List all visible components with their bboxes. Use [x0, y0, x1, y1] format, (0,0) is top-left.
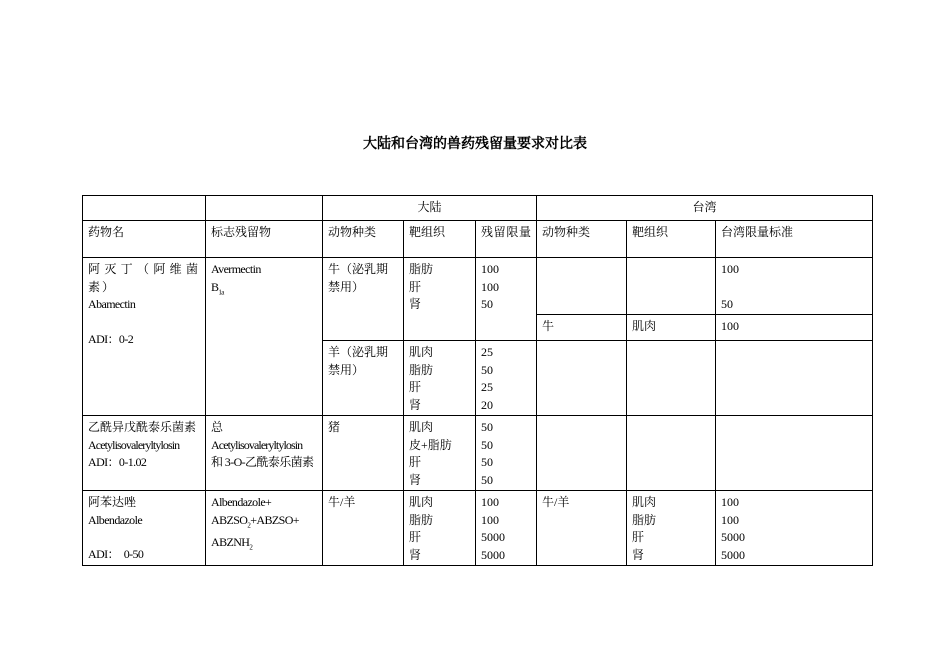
col-header-limit-text: 残留限量 [481, 225, 531, 239]
tw-tissue-cell [627, 341, 716, 416]
drug-name-cn: 乙酰异戊酰泰乐菌素 [88, 420, 197, 434]
col-header-tw-species: 动物种类 [537, 221, 627, 258]
marker-letter: B [211, 279, 219, 294]
header-blank-marker [206, 196, 323, 221]
tw-tissue-cell: 肌肉 脂肪 肝 肾 [627, 491, 716, 566]
col-header-tissue: 靶组织 [404, 221, 476, 258]
tw-tissue-cell [627, 258, 716, 315]
species-cell: 牛/羊 [323, 491, 404, 566]
table-row [83, 416, 873, 491]
drug-cell-acetylisovaleryltylosin [83, 416, 206, 491]
marker-name: Avermectin [211, 262, 261, 276]
tw-species-cell: 牛/羊 [537, 491, 627, 566]
marker-line [211, 512, 317, 535]
col-header-drug: 药物名 [83, 221, 206, 258]
tw-limit-value: 100 [721, 262, 739, 276]
drug-cell-albendazole [83, 491, 206, 566]
tissue-cell: 肌肉 脂肪 肝 肾 [404, 491, 476, 566]
marker-line: Acetylisovaleryltylosin [211, 437, 303, 452]
limit-cell: 25 50 25 20 [476, 341, 537, 416]
drug-name-en: Acetylisovaleryltylosin [88, 437, 180, 452]
marker-part: ABZSO [211, 512, 248, 527]
tw-species-cell [537, 258, 627, 315]
drug-adi: ADI：0-2 [88, 331, 134, 346]
tw-tissue-cell: 肌肉 [627, 315, 716, 341]
header-taiwan: 台湾 [537, 196, 873, 221]
marker-cell-acetylisovaleryltylosin [206, 416, 323, 491]
tw-limit-value: 50 [721, 296, 733, 311]
residue-comparison-table [82, 195, 873, 566]
marker-line [211, 534, 317, 557]
tw-species-cell [537, 341, 627, 416]
marker-cell-albendazole [206, 491, 323, 566]
marker-line: 总 [211, 420, 224, 434]
limit-cell: 100 100 50 [476, 258, 537, 341]
header-row-columns [83, 221, 873, 258]
marker-subscript: 2 [249, 543, 253, 552]
col-header-limit [476, 221, 537, 258]
tw-limit-cell [716, 341, 873, 416]
col-header-species: 动物种类 [323, 221, 404, 258]
marker-part: ABZNH [211, 535, 250, 550]
drug-name-cn: 阿苯达唑 [88, 495, 137, 509]
drug-cell-abamectin [83, 258, 206, 416]
tissue-cell: 肌肉 皮+脂肪 肝 肾 [404, 416, 476, 491]
tw-species-cell: 牛 [537, 315, 627, 341]
tissue-cell: 脂肪 肝 肾 [404, 258, 476, 341]
drug-name-cn: 阿灭丁（阿维菌素） [88, 262, 200, 294]
drug-adi: ADI： 0-50 [88, 547, 144, 561]
marker-cell-abamectin [206, 258, 323, 416]
limit-cell: 100 100 5000 5000 [476, 491, 537, 566]
drug-name-en: Abamectin [88, 297, 136, 311]
species-cell: 牛（泌乳期禁用） [323, 258, 404, 341]
marker-subscript: 1a [218, 287, 224, 296]
col-header-tw-limit: 台湾限量标准 [716, 221, 873, 258]
col-header-marker: 标志残留物 [206, 221, 323, 258]
drug-adi: ADI：0-1.02 [88, 455, 147, 469]
header-blank-drug [83, 196, 206, 221]
tw-limit-cell: 100 [716, 315, 873, 341]
limit-cell: 50 50 50 50 [476, 416, 537, 491]
species-cell: 猪 [323, 416, 404, 491]
marker-variant [211, 279, 317, 302]
marker-line: Albendazole+ [211, 495, 272, 509]
tw-tissue-cell [627, 416, 716, 491]
tw-limit-cell [716, 258, 873, 315]
table-row [83, 491, 873, 566]
tw-limit-cell [716, 416, 873, 491]
page-title: 大陆和台湾的兽药残留量要求对比表 [363, 136, 587, 152]
marker-line: 和 3-O-乙酰泰乐菌素 [211, 455, 314, 469]
table-row [83, 258, 873, 315]
marker-subscript: 2 [247, 520, 251, 529]
species-cell: 羊（泌乳期禁用） [323, 341, 404, 416]
tw-limit-cell: 100 100 5000 5000 [716, 491, 873, 566]
drug-name-en: Albendazole [88, 512, 143, 527]
tw-species-cell [537, 416, 627, 491]
col-header-tw-tissue: 靶组织 [627, 221, 716, 258]
header-row-regions [83, 196, 873, 221]
marker-part: +ABZSO+ [250, 512, 299, 527]
header-mainland: 大陆 [323, 196, 537, 221]
tissue-cell: 肌肉 脂肪 肝 肾 [404, 341, 476, 416]
